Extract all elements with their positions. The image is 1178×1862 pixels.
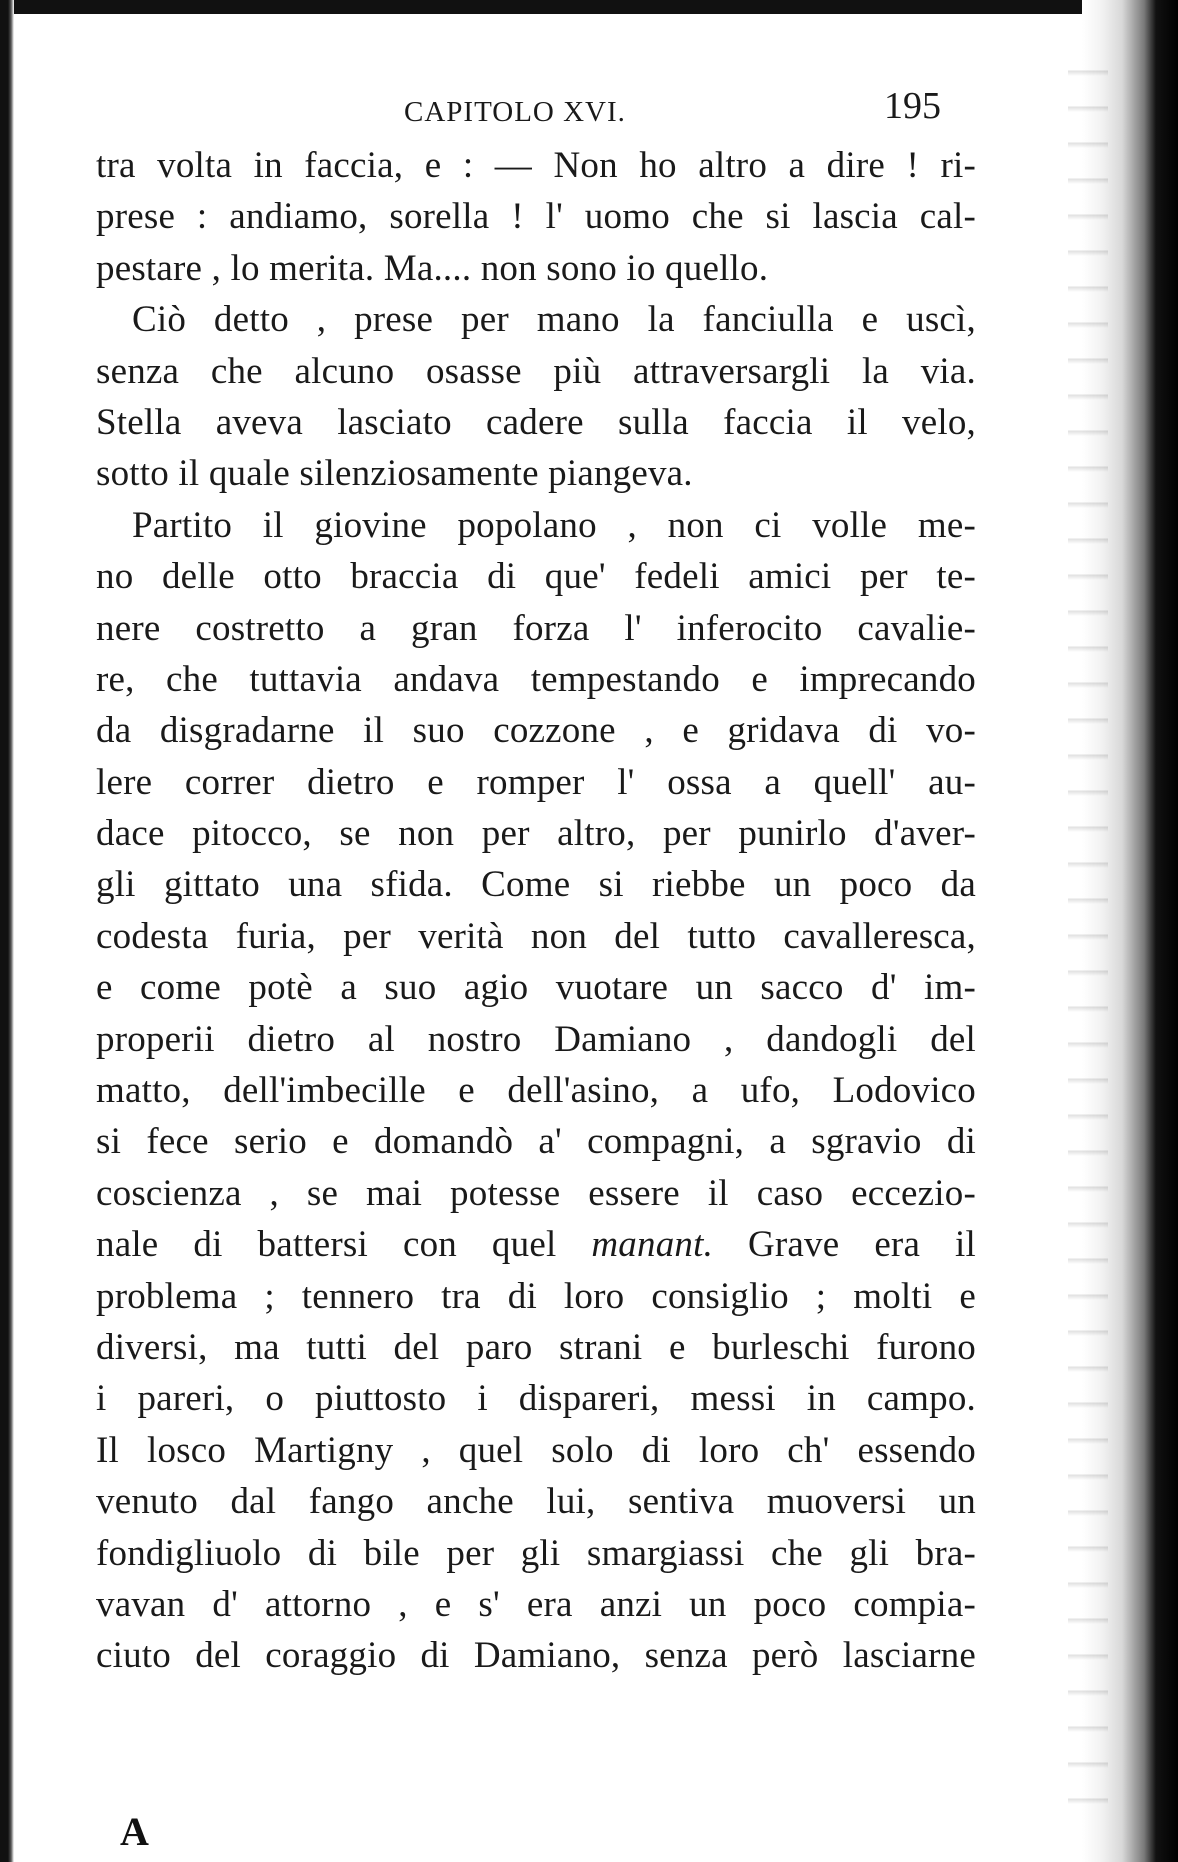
text-line: Il losco Martigny , quel solo di loro ch' essendo (96, 1429, 976, 1471)
text-line: properii dietro al nostro Damiano , dandogli del (96, 1018, 976, 1060)
text-line: re, che tuttavia andava tempestando e imprecando (96, 658, 976, 700)
chapter-title: CAPITOLO XVI. (404, 96, 626, 128)
text-line: vavan d' attorno , e s' era anzi un poco compia- (96, 1583, 976, 1625)
text-line: coscienza , se mai potesse essere il caso eccezio- (96, 1172, 976, 1214)
text-line: Ciò detto , prese per mano la fanciulla e uscì, (132, 299, 976, 341)
text-line: da disgradarne il suo cozzone , e gridava di vo- (96, 710, 976, 752)
text-segment: Grave era il (713, 1224, 976, 1266)
text-line: fondigliuolo di bile per gli smargiassi che gli bra- (96, 1532, 976, 1574)
text-block (96, 140, 996, 1682)
text-line: venuto dal fango anche lui, sentiva muoversi un (96, 1481, 976, 1523)
text-line: i pareri, o piuttosto i dispareri, messi in campo. (96, 1378, 976, 1420)
text-line: tra volta in faccia, e : — Non ho altro a dire ! ri- (96, 145, 976, 186)
text-line: dace pitocco, se non per altro, per punirlo d'aver- (96, 813, 976, 855)
text-line: ciuto del coraggio di Damiano, senza però lasciarne (96, 1635, 976, 1677)
scan-edge-left (0, 0, 14, 1862)
text-line: si fece serio e domandò a' compagni, a sgravio di (96, 1121, 976, 1163)
text-line: sotto il quale silenziosamente piangeva. (96, 453, 693, 495)
text-line: matto, dell'imbecille e dell'asino, a ufo, Lodovico (96, 1070, 976, 1112)
text-segment: nale di battersi con quel (96, 1224, 592, 1266)
text-line: nere costretto a gran forza l' inferocito cavalie- (96, 607, 976, 649)
text-line: codesta furia, per verità non del tutto cavalleresca, (96, 915, 976, 957)
text-line: gli gittato una sfida. Come si riebbe un poco da (96, 864, 976, 906)
text-line: e come potè a suo agio vuotare un sacco d' im- (96, 967, 976, 1009)
italic-word: manant. (591, 1224, 714, 1266)
text-line: no delle otto braccia di que' fedeli amici per te- (96, 556, 976, 598)
signature-mark: A (120, 1809, 149, 1854)
page-body (96, 80, 996, 1682)
page-number: 195 (884, 85, 941, 127)
text-line: pestare , lo merita. Ma.... non sono io quello. (96, 247, 769, 289)
text-line: senza che alcuno osasse più attraversargli la via. (96, 350, 976, 392)
text-line (96, 1219, 976, 1270)
text-line: Stella aveva lasciato cadere sulla faccia il velo, (96, 401, 976, 443)
text-line: prese : andiamo, sorella ! l' uomo che si lascia cal- (96, 196, 976, 238)
running-head (96, 80, 996, 140)
text-line: problema ; tennero tra di loro consiglio ; molti e (96, 1275, 976, 1317)
gutter-shadow (1068, 40, 1108, 1820)
scan-edge-top (0, 0, 1178, 14)
text-line: lere correr dietro e romper l' ossa a quell' au- (96, 761, 976, 803)
text-line: Partito il giovine popolano , non ci volle me- (132, 504, 976, 546)
text-line: diversi, ma tutti del paro strani e burleschi furono (96, 1326, 976, 1368)
